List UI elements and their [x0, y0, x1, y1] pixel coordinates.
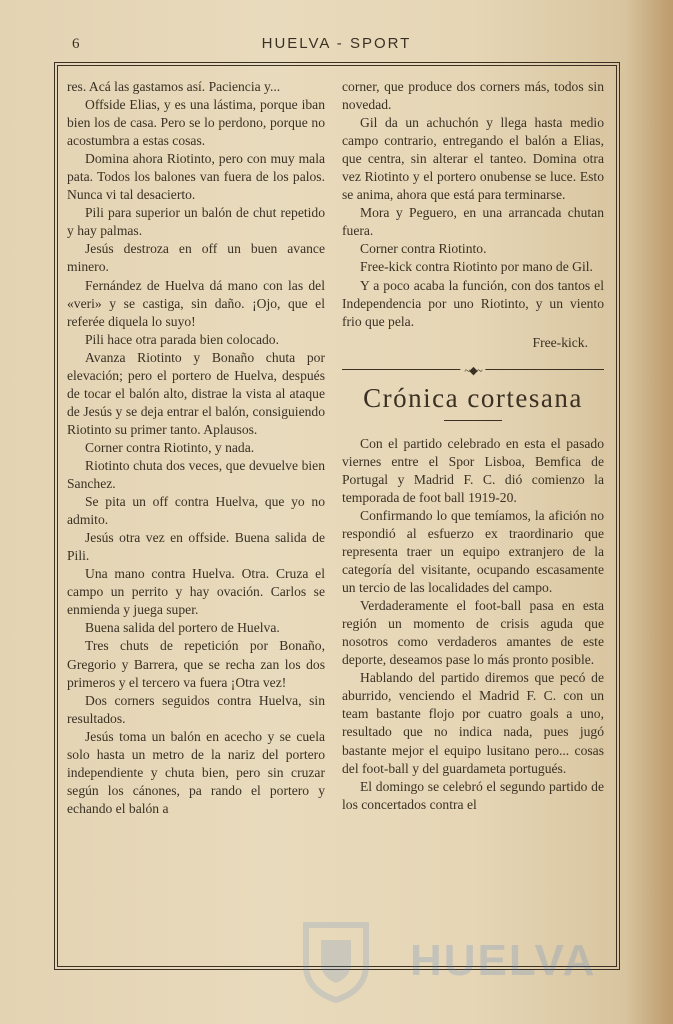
- page-edge-shadow: [625, 0, 673, 1024]
- paragraph: Domina ahora Riotinto, pero con muy mala pata. Todos los balones van fuera de los palos. Nunca vi tal desacierto.: [67, 151, 325, 203]
- paragraph: Buena salida del portero de Huelva.: [85, 620, 280, 636]
- paragraph: Verdaderamente el foot-ball pasa en esta región un momento de crisis aguda que nosotros como verdaderos amantes de este deporte, deseamos pase lo más pronto posible.: [342, 598, 604, 668]
- paragraph: Gil da un achuchón y llega hasta medio campo contrario, entregando el balón a Elias, que centra, sin alterar el tanteo. Domina otra vez Riotinto y el portero onubense se luce. Esto se anima, ahora que está para terminarse.: [342, 115, 604, 203]
- paragraph: Con el partido celebrado en esta el pasado viernes entre el Spor Lisboa, Bemfica de Portugal y Madrid F. C. dió comienzo la temporada de foot ball 1919-20.: [342, 435, 604, 505]
- paragraph: Offside Elias, y es una lástima, porque iban bien los de casa. Pero se lo perdono, porque no acostumbra a estas cosas.: [67, 97, 325, 149]
- section-title: Crónica cortesana: [363, 382, 583, 413]
- paragraph: res. Acá las gastamos así. Paciencia y...: [67, 79, 281, 94]
- section-separator: [342, 364, 604, 377]
- paragraph: Fernández de Huelva dá mano con las del «veri» y se castiga, sin daño. ¡Ojo, que el referée diquela lo suyo!: [67, 277, 325, 329]
- paragraph: Tres chuts de repetición por Bonaño, Gregorio y Barrera, que se recha zan los dos primeros y el tercero va fuera ¡Otra vez!: [67, 638, 325, 690]
- paragraph: Avanza Riotinto y Bonaño chuta por elevación; pero el portero de Huelva, después de tocar el balón alto, distrae la vista al ataque de Jesús y se deja entrar el balón, consiguiendo Riotinto su primer tanto. Aplausos.: [67, 349, 325, 437]
- watermark-text: HUELVA: [410, 936, 597, 985]
- masthead: HUELVA - SPORT: [261, 35, 412, 52]
- page-number: 6: [72, 36, 80, 52]
- right-column: [342, 78, 604, 814]
- paragraph: Y a poco acaba la función, con dos tantos el Independencia por uno Riotinto, y un viento frio que pela.: [342, 277, 604, 329]
- paragraph: Pili hace otra parada bien colocado.: [85, 331, 280, 347]
- author-signature: Free-kick.: [532, 334, 588, 350]
- page-header: [0, 34, 673, 56]
- paragraph: Corner contra Riotinto.: [360, 241, 487, 257]
- paragraph: Confirmando lo que temíamos, la afición no respondió al esfuerzo ex traordinario que representa traer un equipo extranjero de la categoría del visitante, ocupando escasamente un tercio de las localidades del campo.: [342, 507, 604, 596]
- paragraph: Se pita un off contra Huelva, que yo no admito.: [67, 494, 325, 528]
- paragraph: Hablando del partido diremos que pecó de aburrido, venciendo el Madrid F. C. con un team bastante flojo por cuatro goals a uno, resultado que no indica nada, pues jugó bastante mejor el equipo lusitano pero... cosas del foot-ball y del guardameta portugués.: [342, 670, 604, 776]
- paragraph: Una mano contra Huelva. Otra. Cruza el campo un perrito y hay ovación. Carlos se enmienda y juega super.: [67, 566, 325, 618]
- paragraph: Riotinto chuta dos veces, que devuelve bien Sanchez.: [67, 457, 325, 492]
- watermark: [410, 900, 600, 1000]
- watermark-shield-icon: [296, 915, 376, 1005]
- paragraph: Free-kick contra Riotinto por mano de Gil.: [360, 259, 593, 275]
- paragraph: Corner contra Riotinto, y nada.: [85, 439, 255, 455]
- paragraph: Jesús destroza en off un buen avance minero.: [67, 241, 325, 275]
- paragraph: Dos corners seguidos contra Huelva, sin resultados.: [67, 692, 325, 726]
- paragraph: Jesús toma un balón en acecho y se cuela solo hasta un metro de la nariz del portero independiente y chuta bien, pero sin cruzar según los cánones, pa rando el portero y echando el balón a: [67, 728, 325, 816]
- paragraph: Mora y Peguero, en una arrancada chutan fuera.: [342, 205, 604, 239]
- left-column: [67, 78, 325, 818]
- separator-ornament-icon: ~◆~: [460, 362, 485, 380]
- paragraph: Jesús otra vez en offside. Buena salida de Pili.: [67, 530, 325, 564]
- paragraph: corner, que produce dos corners más, todos sin novedad.: [342, 79, 604, 113]
- paragraph: El domingo se celebró el segundo partido de los concertados contra el: [342, 778, 604, 812]
- paragraph: Pili para superior un balón de chut repetido y hay palmas.: [67, 205, 325, 239]
- title-rule: [444, 420, 502, 421]
